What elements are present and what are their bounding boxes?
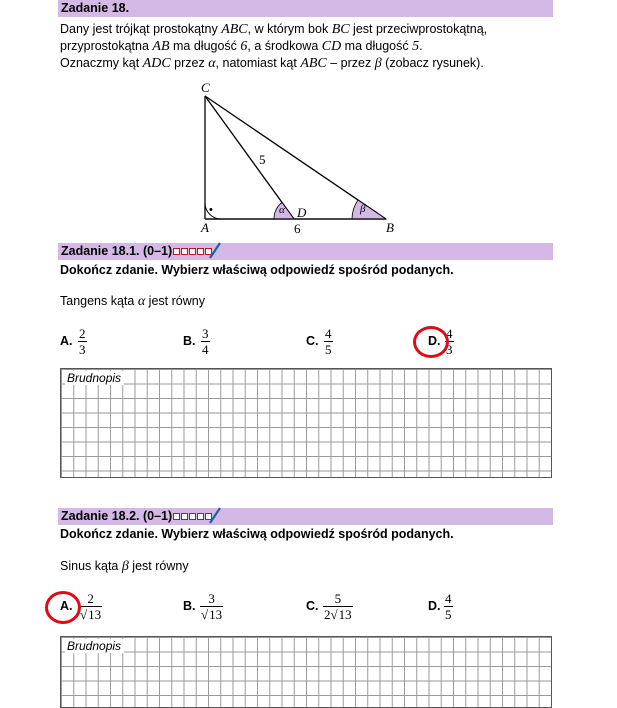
median-cd [205, 96, 294, 219]
fraction: 4 3 [446, 326, 453, 357]
label-vertex-a: A [201, 220, 209, 235]
triangle-figure [0, 0, 617, 240]
label-vertex-c: C [201, 80, 210, 95]
draft-grid[interactable] [60, 636, 552, 708]
task18-line1: Dany jest trójkąt prostokątny ABC, w którym bok BC jest przeciwprostokątną, [60, 22, 488, 37]
task18-2-title: Zadanie 18.2. (0–1) [61, 509, 173, 523]
selected-answer-ring [413, 326, 449, 358]
fraction: 2 √13 [80, 591, 102, 622]
task18-1-header [58, 243, 553, 260]
task18-1-stem: Tangens kąta α jest równy [60, 294, 205, 309]
fraction: 3 4 [202, 326, 209, 357]
task18-title: Zadanie 18. [61, 1, 130, 15]
label-vertex-b: B [386, 220, 394, 235]
selected-answer-ring [45, 591, 81, 624]
task18-line2: przyprostokątna AB ma długość 6, a środkowa CD ma długość 5. [60, 39, 423, 54]
fraction: 3 √13 [201, 591, 223, 622]
label-angle-alpha: α [279, 204, 285, 216]
fraction: 4 5 [445, 591, 452, 622]
draft-grid[interactable] [60, 368, 552, 478]
score-boxes-icon [173, 248, 213, 255]
label-angle-beta: β [360, 203, 366, 215]
angle-beta-sector [352, 200, 386, 219]
fraction: 5 2√13 [324, 591, 352, 622]
right-angle-arc [205, 203, 221, 219]
task18-1-instruction: Dokończ zdanie. Wybierz właściwą odpowiedź spośród podanych. [60, 263, 454, 277]
task18-1-title: Zadanie 18.1. (0–1) [61, 244, 173, 258]
fraction: 2 3 [79, 326, 86, 357]
task18-2-header [58, 508, 553, 525]
fraction: 4 5 [325, 326, 332, 357]
label-vertex-d: D [297, 205, 307, 220]
pencil-icon [208, 506, 222, 526]
score-boxes-icon [173, 513, 213, 520]
task18-line3: Oznaczmy kąt ADC przez α, natomiast kąt ABC – przez β (zobacz rysunek). [60, 56, 484, 71]
pencil-icon [208, 241, 222, 261]
task18-2-stem: Sinus kąta β jest równy [60, 559, 189, 574]
task18-2-instruction: Dokończ zdanie. Wybierz właściwą odpowiedź spośród podanych. [60, 527, 454, 541]
label-median-length: 5 [259, 152, 266, 167]
right-angle-dot: • [209, 204, 213, 216]
label-base-length: 6 [294, 221, 301, 236]
draft-label: Brudnopis [65, 371, 124, 385]
draft-label: Brudnopis [65, 639, 124, 653]
